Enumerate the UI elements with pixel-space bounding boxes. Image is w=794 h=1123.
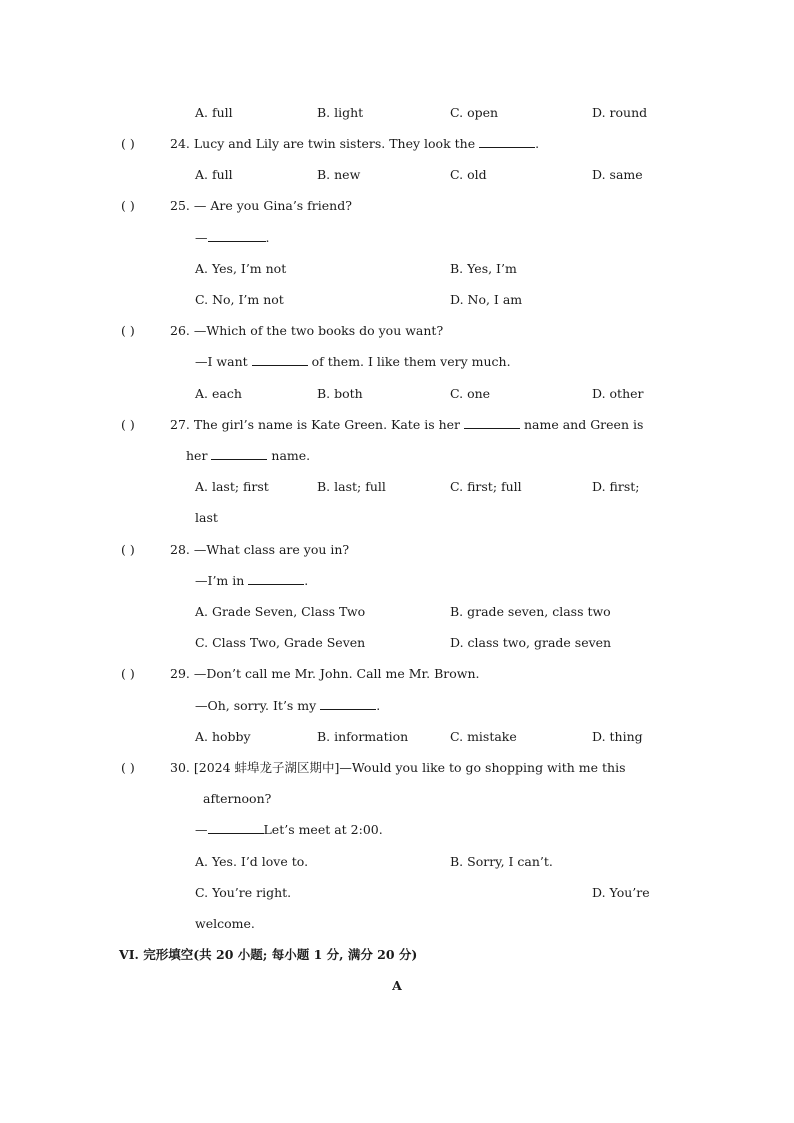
q30-option-d: D. You’re [592,885,650,900]
q23-option-d: D. round [592,105,648,120]
q26-option-d: D. other [592,386,644,401]
q27-word-her: her [186,448,208,463]
q27-stem [170,417,643,433]
q29-number: 29. [170,666,190,681]
q25-option-b: B. Yes, I’m [450,261,517,276]
q30-blank[interactable] [208,822,264,834]
q27-text-cont: name and Green is [523,417,644,432]
q30-option-a: A. Yes. I’d love to. [195,854,309,869]
q29-option-a: A. hobby [195,729,251,744]
dash: — [195,822,208,837]
q26-stem [170,323,443,339]
q26-option-c: C. one [450,386,491,401]
q26-number: 26. [170,323,190,338]
q27-word-name: name. [271,448,311,463]
q26-answer-line [195,354,511,370]
q29-answer-paren[interactable]: ( ) [121,666,135,681]
q24-blank[interactable] [479,136,535,148]
q30-answer-end: Let’s meet at 2:00. [263,822,383,837]
q27-option-d-cont: last [195,510,218,525]
q25-stem [170,198,352,214]
q28-blank[interactable] [248,573,304,585]
q24-text-end: . [535,136,540,151]
q28-text: —What class are you in? [193,542,350,557]
q24-text: Lucy and Lily are twin sisters. They look the [193,136,476,151]
q29-text: —Don’t call me Mr. John. Call me Mr. Brown. [193,666,480,681]
period: . [376,698,381,713]
q25-option-a: A. Yes, I’m not [195,261,287,276]
q26-blank[interactable] [252,354,308,366]
q28-option-a: A. Grade Seven, Class Two [195,604,366,619]
q29-answer-start: —Oh, sorry. It’s my [195,698,317,713]
q30-stem-line2: afternoon? [203,791,272,806]
q26-option-b: B. both [317,386,363,401]
q26-option-a: A. each [195,386,242,401]
q24-option-a: A. full [195,167,233,182]
q27-number: 27. [170,417,190,432]
q27-text: The girl’s name is Kate Green. Kate is her [193,417,461,432]
q24-option-b: B. new [317,167,361,182]
q30-option-b: B. Sorry, I can’t. [450,854,553,869]
q29-option-c: C. mistake [450,729,517,744]
q25-option-c: C. No, I’m not [195,292,284,307]
q28-option-b: B. grade seven, class two [450,604,611,619]
q24-number: 24. [170,136,190,151]
q30-option-d-cont: welcome. [195,916,255,931]
q27-blank-2[interactable] [211,448,267,460]
q23-option-a: A. full [195,105,233,120]
q29-stem [170,666,480,682]
q29-blank[interactable] [320,698,376,710]
q28-answer-start: —I’m in [195,573,245,588]
q27-option-c: C. first; full [450,479,522,494]
q30-answer-line [195,822,383,838]
q23-option-b: B. light [317,105,364,120]
q24-option-d: D. same [592,167,643,182]
q30-option-c: C. You’re right. [195,885,292,900]
q24-stem [170,136,539,152]
q26-answer-start: —I want [195,354,248,369]
q27-stem-line2 [186,448,310,464]
section-heading: VI. 完形填空(共 20 小题; 每小题 1 分, 满分 20 分) [119,947,418,962]
q27-option-a: A. last; first [195,479,269,494]
q30-stem [170,760,626,776]
q28-option-c: C. Class Two, Grade Seven [195,635,366,650]
q25-text: — Are you Gina’s friend? [193,198,352,213]
q25-blank[interactable] [208,230,266,242]
q27-answer-paren[interactable]: ( ) [121,417,135,432]
q27-blank-1[interactable] [464,417,520,429]
period: . [304,573,309,588]
q25-answer-paren[interactable]: ( ) [121,198,135,213]
passage-label: A [392,978,402,993]
q30-number: 30. [170,760,190,775]
q28-answer-line [195,573,308,589]
q24-answer-paren[interactable]: ( ) [121,136,135,151]
q27-option-d: D. first; [592,479,640,494]
dash: — [195,230,208,245]
q29-option-b: B. information [317,729,409,744]
q28-number: 28. [170,542,190,557]
q29-answer-line [195,698,380,714]
q30-answer-paren[interactable]: ( ) [121,760,135,775]
q30-text: [2024 蚌埠龙子湖区期中]—Would you like to go shopping with me this [193,760,626,775]
q26-answer-paren[interactable]: ( ) [121,323,135,338]
q25-option-d: D. No, I am [450,292,523,307]
q26-text: —Which of the two books do you want? [193,323,444,338]
q28-stem [170,542,349,558]
q24-option-c: C. old [450,167,487,182]
q28-answer-paren[interactable]: ( ) [121,542,135,557]
q25-answer-line [195,230,269,246]
period: . [265,230,270,245]
q25-number: 25. [170,198,190,213]
q27-option-b: B. last; full [317,479,386,494]
q29-option-d: D. thing [592,729,643,744]
q26-answer-end: of them. I like them very much. [311,354,511,369]
q28-option-d: D. class two, grade seven [450,635,612,650]
q23-option-c: C. open [450,105,499,120]
